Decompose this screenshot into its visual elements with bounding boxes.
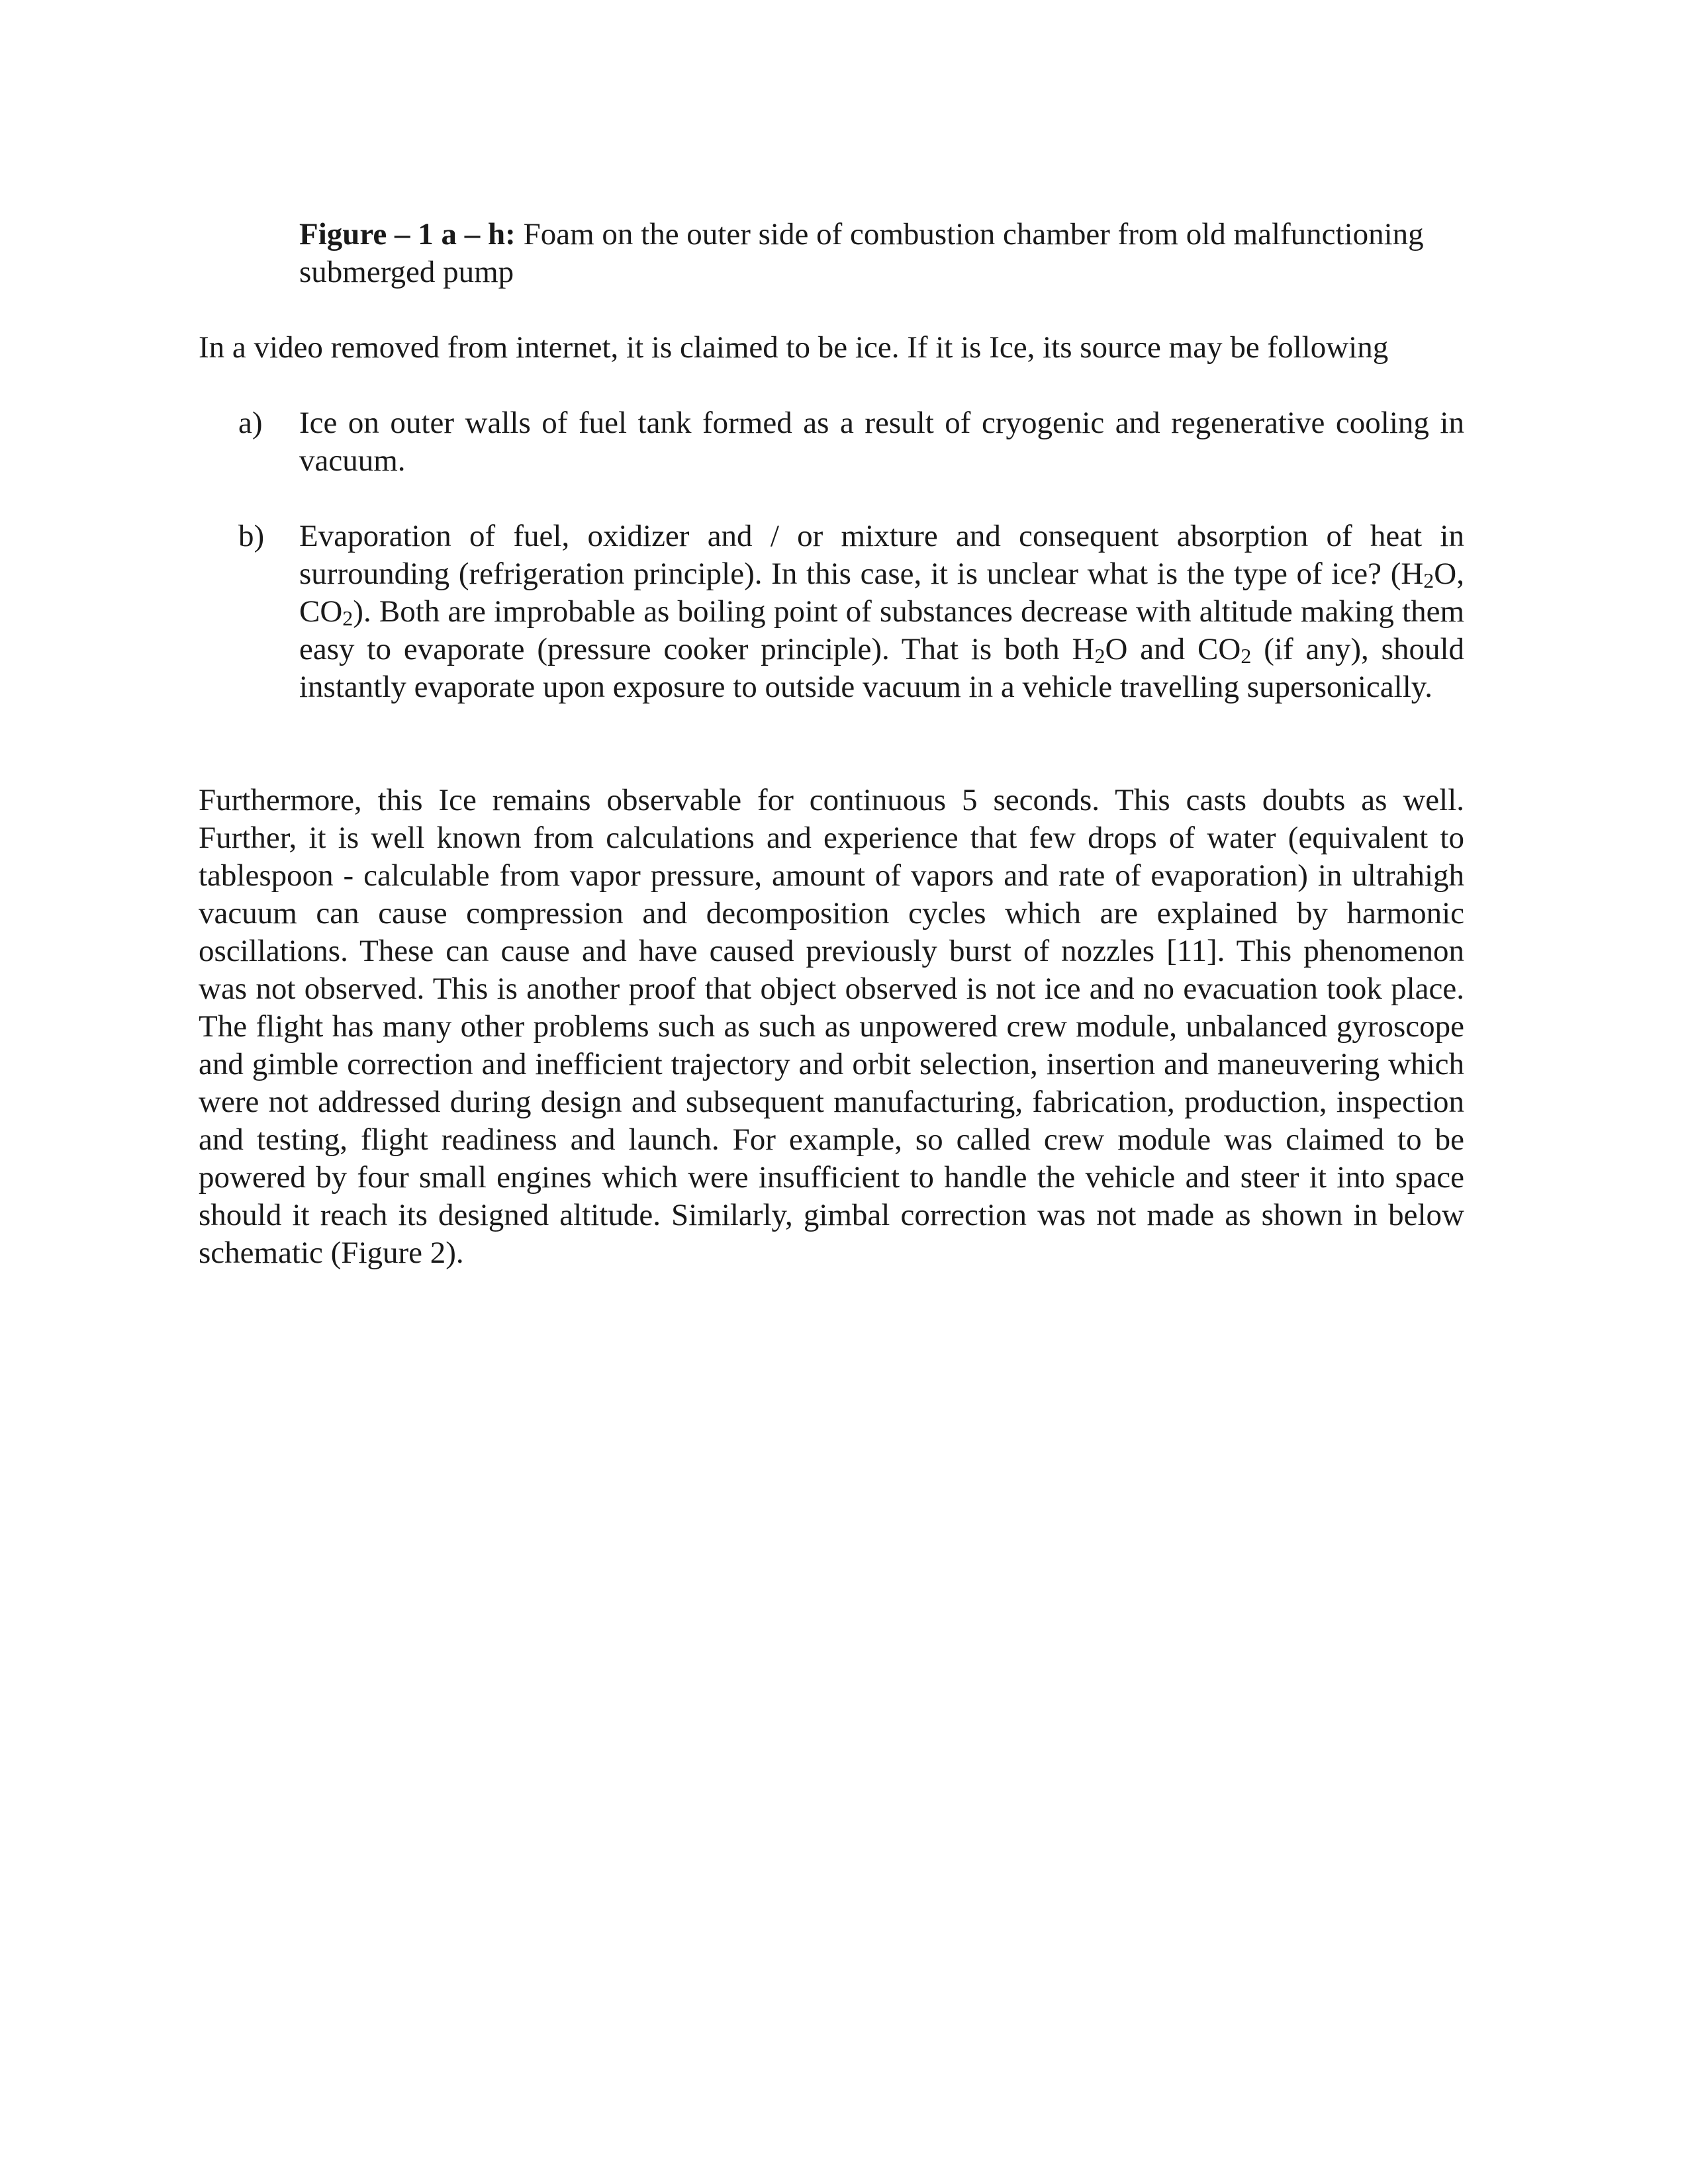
figure-caption-label: Figure – 1 a – h:: [299, 217, 516, 251]
list-text-b-part-2: O, CO: [299, 557, 1464, 629]
figure-caption: [299, 216, 1464, 291]
list-text-b-part-1: Evaporation of fuel, oxidizer and / or mixture and consequent absorption of heat in surrounding (refrigeration principle). In this case, it is unclear what is the type of ice? (H: [299, 519, 1464, 591]
list-text-b: [299, 518, 1464, 706]
figure-caption-text: Foam on the outer side of combustion chamber from old malfunctioning submerged pump: [299, 217, 1424, 289]
closing-paragraph: Furthermore, this Ice remains observable for continuous 5 seconds. This casts doubts as well. Further, it is well known from calculations and experience that few drops of water (equivalent to tablespoon - calculable from vapor pressure, amount of vapors and rate of evaporation) in ultrahigh vacuum can cause compression and decomposition cycles which are explained by harmonic oscillations. These can cause and have caused previously burst of nozzles [11]. This phenomenon was not observed. This is another proof that object observed is not ice and no evacuation took place. The flight has many other problems such as such as unpowered crew module, unbalanced gyroscope and gimble correction and inefficient trajectory and orbit selection, insertion and maneuvering which were not addressed during design and subsequent manufacturing, fabrication, production, inspection and testing, flight readiness and launch. For example, so called crew module was claimed to be powered by four small engines which were insufficient to handle the vehicle and steer it into space should it reach its designed altitude. Similarly, gimbal correction was not made as shown in below schematic (Figure 2).: [199, 783, 1464, 1270]
subscript-2: 2: [1241, 644, 1252, 668]
subscript-2: 2: [1094, 644, 1105, 668]
list-item-b: [238, 518, 1464, 706]
list-marker-a: a): [238, 406, 263, 440]
list-text-b-part-5: (if any), should instantly evaporate upon exposure to outside vacuum in a vehicle travelling supersonically.: [299, 632, 1465, 704]
list-text-b-part-3: ). Both are improbable as boiling point of substances decrease with altitude making them easy to evaporate (pressure cooker principle). That is both H: [299, 594, 1464, 666]
subscript-2: 2: [342, 606, 353, 630]
list-marker-b: b): [238, 519, 265, 553]
list-text-b-part-4: O and CO: [1105, 632, 1241, 666]
intro-paragraph: In a video removed from internet, it is claimed to be ice. If it is Ice, its source may be following: [199, 330, 1389, 365]
subscript-2: 2: [1423, 569, 1434, 592]
list-item-a: [238, 404, 1464, 480]
list-text-a: Ice on outer walls of fuel tank formed as a result of cryogenic and regenerative cooling in vacuum.: [299, 406, 1464, 478]
